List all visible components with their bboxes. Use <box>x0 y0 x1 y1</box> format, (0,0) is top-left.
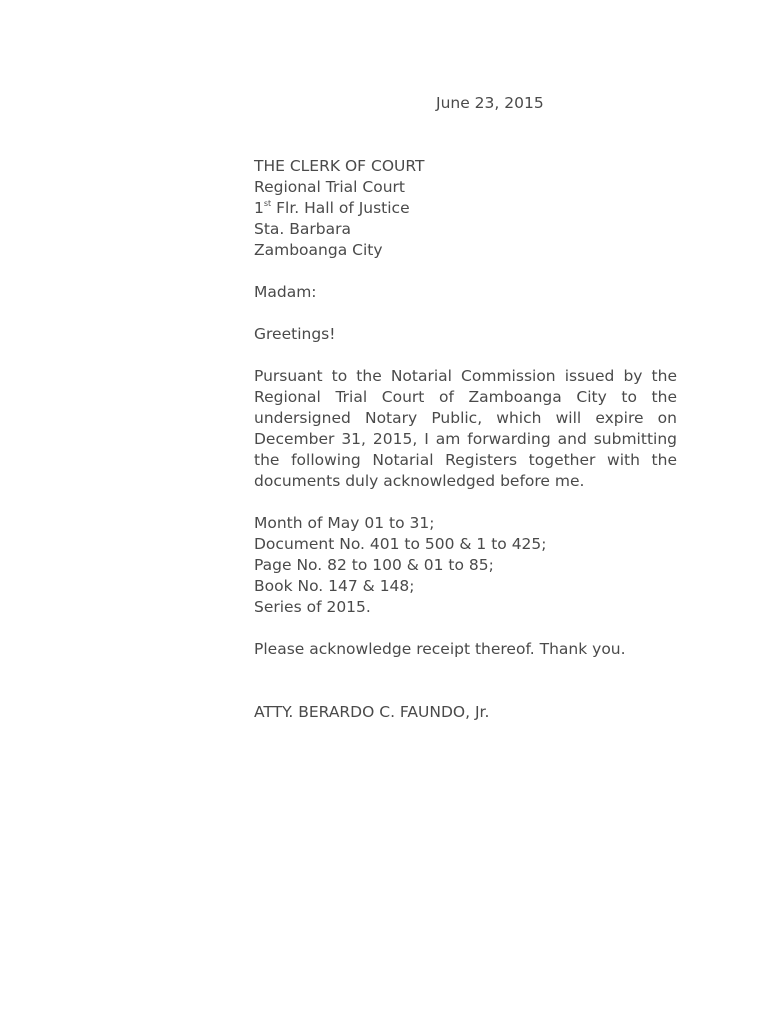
addressee-city: Zamboanga City <box>254 241 383 259</box>
floor-number: 1 <box>254 199 264 217</box>
detail-series: Series of 2015. <box>254 598 371 616</box>
addressee-district: Sta. Barbara <box>254 220 351 238</box>
addressee-floor <box>254 198 677 219</box>
detail-document: Document No. 401 to 500 & 1 to 425; <box>254 535 547 553</box>
addressee-title: THE CLERK OF COURT <box>254 157 425 175</box>
letter-body <box>254 156 677 723</box>
letter-date: June 23, 2015 <box>436 94 544 112</box>
floor-location: Flr. Hall of Justice <box>271 199 410 217</box>
body-paragraph: Pursuant to the Notarial Commission issued by the Regional Trial Court of Zamboanga City to the undersigned Notary Public, which will expire on December 31, 2015, I am forwarding and submitting the following Notarial Registers together with the documents duly acknowledged before me. <box>254 367 677 490</box>
register-details <box>254 513 677 618</box>
signatory-name: ATTY. BERARDO C. FAUNDO, Jr. <box>254 703 490 721</box>
floor-ordinal: st <box>263 199 272 208</box>
detail-book: Book No. 147 & 148; <box>254 577 415 595</box>
detail-page: Page No. 82 to 100 & 01 to 85; <box>254 556 494 574</box>
addressee-block <box>254 156 677 261</box>
greeting: Greetings! <box>254 325 336 343</box>
salutation: Madam: <box>254 283 317 301</box>
detail-month: Month of May 01 to 31; <box>254 514 435 532</box>
addressee-court: Regional Trial Court <box>254 178 405 196</box>
closing-line: Please acknowledge receipt thereof. Thank you. <box>254 640 626 658</box>
